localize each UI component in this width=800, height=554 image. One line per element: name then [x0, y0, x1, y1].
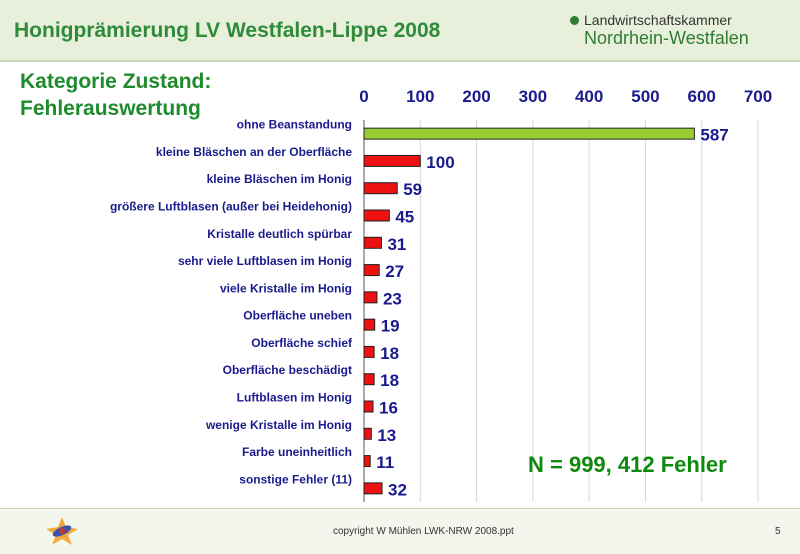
category-label: größere Luftblasen (außer bei Heidehonig) [109, 199, 352, 214]
x-tick-label: 400 [574, 87, 604, 106]
category-label: Luftblasen im Honig [236, 390, 352, 405]
bar [364, 128, 694, 139]
value-label: 59 [403, 180, 423, 200]
bar [364, 401, 373, 412]
value-label: 31 [387, 234, 407, 254]
bar [364, 237, 381, 248]
category-title-line1: Kategorie Zustand: [20, 70, 212, 93]
category-label: Farbe uneinheitlich [241, 445, 352, 460]
bar [364, 265, 379, 276]
category-label: kleine Bläschen an der Oberfläche [155, 144, 352, 159]
bar [364, 210, 389, 221]
bee-logo-icon [44, 515, 80, 547]
bar [364, 319, 375, 330]
category-label: Oberfläche schief [251, 335, 352, 350]
slide-title: Honigprämierung LV Westfalen-Lippe 2008 [14, 19, 441, 42]
bar [364, 155, 420, 166]
value-label: 587 [700, 125, 729, 145]
x-tick-label: 600 [687, 87, 716, 106]
sample-size-label: N = 999, 412 Fehler [528, 452, 727, 477]
x-tick-label: 200 [462, 87, 491, 106]
bar [364, 456, 370, 467]
category-label: Oberfläche beschädigt [222, 363, 352, 378]
value-label: 16 [379, 398, 398, 418]
x-tick-label: 700 [743, 87, 773, 106]
bar [364, 428, 371, 439]
category-label: ohne Beanstandung [236, 117, 352, 132]
category-label: sehr viele Luftblasen im Honig [177, 254, 352, 269]
bar [364, 374, 374, 385]
x-tick-label: 500 [631, 87, 660, 106]
bar [364, 483, 382, 494]
value-label: 45 [395, 207, 415, 227]
value-label: 11 [376, 453, 395, 473]
category-title-line2: Fehlerauswertung [20, 97, 201, 120]
category-label: wenige Kristalle im Honig [205, 417, 352, 432]
category-label: Oberfläche uneben [243, 308, 352, 323]
value-label: 19 [380, 316, 400, 336]
value-label: 23 [382, 289, 402, 309]
footer-copyright: copyright W Mühlen LWK-NRW 2008.ppt [333, 526, 514, 537]
category-label: sonstige Fehler (11) [239, 472, 352, 487]
value-label: 100 [426, 152, 455, 172]
category-label: kleine Bläschen im Honig [206, 172, 352, 187]
value-label: 18 [380, 371, 400, 391]
value-label: 32 [388, 480, 407, 500]
x-tick-label: 0 [359, 87, 369, 106]
value-label: 18 [380, 343, 400, 363]
value-label: 27 [385, 262, 405, 282]
x-tick-label: 100 [406, 87, 435, 106]
bar [364, 183, 397, 194]
category-label: Kristalle deutlich spürbar [207, 226, 352, 241]
bar [364, 346, 374, 357]
category-label: viele Kristalle im Honig [219, 281, 352, 296]
page-number: 5 [775, 526, 781, 537]
value-label: 13 [377, 425, 397, 445]
x-tick-label: 300 [518, 87, 548, 106]
logo-line2: Nordrhein-Westfalen [584, 28, 749, 48]
logo-line1: Landwirtschaftskammer [584, 12, 732, 28]
bar [364, 292, 377, 303]
